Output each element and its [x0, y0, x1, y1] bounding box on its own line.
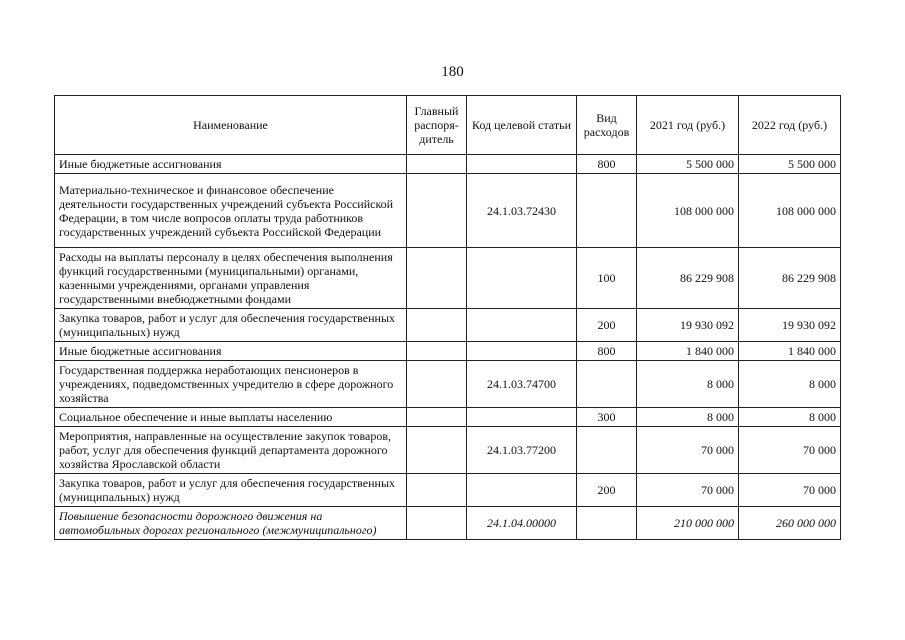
row-admin — [407, 174, 467, 248]
row-amount-2021: 8 000 — [637, 361, 739, 408]
row-name: Государственная поддержка неработающих пенсионеров в учреждениях, подведомственных учредителю в сфере дорожного хозяйства — [55, 361, 407, 408]
header-expense-type: Вид расходов — [577, 96, 637, 155]
row-amount-2021: 86 229 908 — [637, 248, 739, 309]
row-amount-2022: 1 840 000 — [739, 342, 841, 361]
row-code: 24.1.03.77200 — [467, 427, 577, 474]
budget-table — [54, 95, 841, 540]
row-amount-2022: 260 000 000 — [739, 507, 841, 540]
row-expense-type — [577, 361, 637, 408]
row-amount-2021: 70 000 — [637, 474, 739, 507]
row-code — [467, 248, 577, 309]
table-row — [55, 309, 841, 342]
row-amount-2022: 8 000 — [739, 408, 841, 427]
table-row — [55, 174, 841, 248]
row-code — [467, 474, 577, 507]
row-admin — [407, 342, 467, 361]
row-code — [467, 408, 577, 427]
row-code: 24.1.03.74700 — [467, 361, 577, 408]
row-expense-type: 100 — [577, 248, 637, 309]
row-name: Иные бюджетные ассигнования — [55, 155, 407, 174]
row-expense-type — [577, 427, 637, 474]
row-amount-2021: 1 840 000 — [637, 342, 739, 361]
table-header-row — [55, 96, 841, 155]
row-admin — [407, 408, 467, 427]
row-name: Закупка товаров, работ и услуг для обеспечения государственных (муниципальных) нужд — [55, 309, 407, 342]
table-row — [55, 342, 841, 361]
row-amount-2022: 70 000 — [739, 427, 841, 474]
row-name: Расходы на выплаты персоналу в целях обеспечения выполнения функций государственными (муниципальными) органами, казенными учреждениями, органами управления государственными внебюджетными фондами — [55, 248, 407, 309]
row-name: Материально-техническое и финансовое обеспечение деятельности государственных учреждений субъекта Российской Федерации, в том числе вопросов оплаты труда работников государственных учреждений субъекта Российской Федерации — [55, 174, 407, 248]
row-expense-type: 800 — [577, 342, 637, 361]
row-code — [467, 155, 577, 174]
row-amount-2022: 19 930 092 — [739, 309, 841, 342]
row-admin — [407, 427, 467, 474]
row-amount-2021: 19 930 092 — [637, 309, 739, 342]
table-row — [55, 408, 841, 427]
row-admin — [407, 155, 467, 174]
row-code: 24.1.03.72430 — [467, 174, 577, 248]
row-code: 24.1.04.00000 — [467, 507, 577, 540]
row-amount-2022: 86 229 908 — [739, 248, 841, 309]
row-amount-2022: 108 000 000 — [739, 174, 841, 248]
row-expense-type: 300 — [577, 408, 637, 427]
row-expense-type: 200 — [577, 309, 637, 342]
table-row — [55, 427, 841, 474]
row-name: Мероприятия, направленные на осуществление закупок товаров, работ, услуг для обеспечения функций департамента дорожного хозяйства Ярославской области — [55, 427, 407, 474]
row-admin — [407, 474, 467, 507]
row-amount-2022: 5 500 000 — [739, 155, 841, 174]
table-row — [55, 155, 841, 174]
row-code — [467, 309, 577, 342]
header-admin: Главный распоря-дитель — [407, 96, 467, 155]
row-amount-2021: 210 000 000 — [637, 507, 739, 540]
row-amount-2021: 8 000 — [637, 408, 739, 427]
table-row — [55, 474, 841, 507]
row-amount-2021: 108 000 000 — [637, 174, 739, 248]
row-admin — [407, 361, 467, 408]
row-name: Закупка товаров, работ и услуг для обеспечения государственных (муниципальных) нужд — [55, 474, 407, 507]
header-2021: 2021 год (руб.) — [637, 96, 739, 155]
header-code: Код целевой статьи — [467, 96, 577, 155]
row-expense-type: 200 — [577, 474, 637, 507]
table-row — [55, 361, 841, 408]
header-2022: 2022 год (руб.) — [739, 96, 841, 155]
row-expense-type: 800 — [577, 155, 637, 174]
row-expense-type — [577, 174, 637, 248]
page-number: 180 — [441, 64, 464, 80]
row-name: Повышение безопасности дорожного движения на автомобильных дорогах регионального (межмуниципального) — [55, 507, 407, 540]
row-amount-2021: 70 000 — [637, 427, 739, 474]
row-amount-2021: 5 500 000 — [637, 155, 739, 174]
table-row — [55, 248, 841, 309]
row-admin — [407, 248, 467, 309]
row-amount-2022: 70 000 — [739, 474, 841, 507]
table-row — [55, 507, 841, 540]
row-name: Социальное обеспечение и иные выплаты населению — [55, 408, 407, 427]
row-expense-type — [577, 507, 637, 540]
row-admin — [407, 507, 467, 540]
header-name: Наименование — [55, 96, 407, 155]
row-admin — [407, 309, 467, 342]
row-code — [467, 342, 577, 361]
row-amount-2022: 8 000 — [739, 361, 841, 408]
row-name: Иные бюджетные ассигнования — [55, 342, 407, 361]
